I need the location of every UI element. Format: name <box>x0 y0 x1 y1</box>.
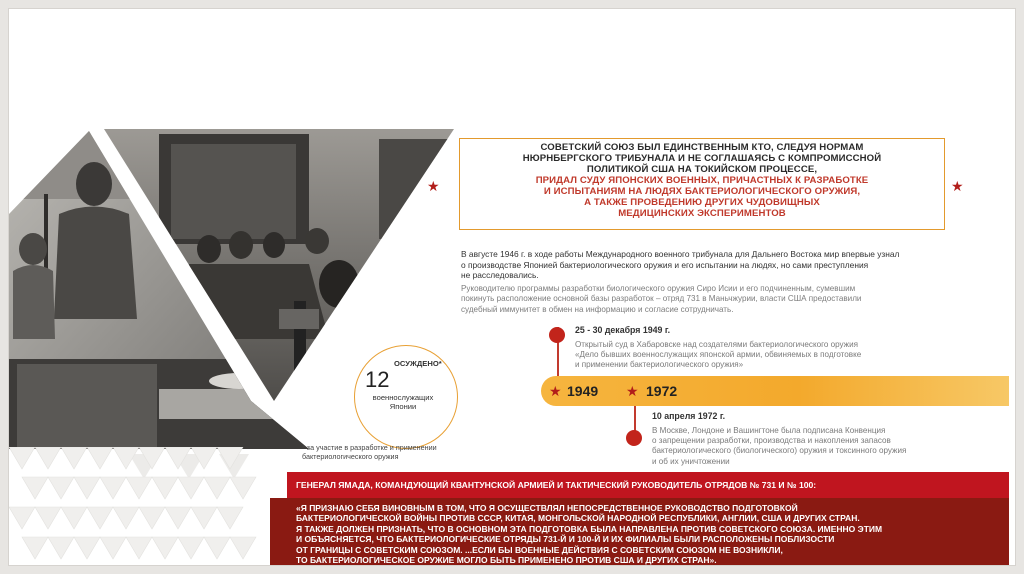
convicted-subtitle-line: военнослужащих <box>372 393 434 402</box>
convicted-label: ОСУЖДЕНО* <box>394 359 442 368</box>
paragraph-line: В августе 1946 г. в ходе работы Международного военного трибунала для Дальнего Востока мир впервые узнал <box>461 249 900 259</box>
paragraph-line: покинуть расположение основной базы разработок – отряд 731 в Маньчжурии, власти США предоставили <box>461 294 862 304</box>
event-line: В Москве, Лондоне и Вашингтоне была подписана Конвенция <box>652 426 886 435</box>
event-line: и об их уничтожении <box>652 456 730 466</box>
timeline-dot-icon <box>549 327 565 343</box>
quote-line: Я ТАКЖЕ ДОЛЖЕН ПРИЗНАТЬ, ЧТО В ОСНОВНОМ ЭТА ПОДГОТОВКА БЫЛА НАПРАВЛЕНА ПРОТИВ СОВЕТСКОГО СОЮЗА. ИМЕННО ЭТИМ <box>296 523 883 534</box>
statement-line-highlight: И ИСПЫТАНИЯМ НА ЛЮДЯХ БАКТЕРИОЛОГИЧЕСКОГО ОРУЖИЯ, <box>543 186 861 198</box>
statement-box <box>459 138 945 230</box>
year-label: 1949 <box>567 383 599 399</box>
slide <box>9 9 1015 565</box>
quote-line: «Я ПРИЗНАЮ СЕБЯ ВИНОВНЫМ В ТОМ, ЧТО Я ОСУЩЕСТВЛЯЛ НЕПОСРЕДСТВЕННОЕ РУКОВОДСТВО ПОДГОТОВКОЙ <box>296 503 798 513</box>
year-band <box>541 376 1009 406</box>
statement-line-highlight: А ТАКЖЕ ПРОВЕДЕНИЮ ДРУГИХ ЧУДОВИЩНЫХ <box>584 196 820 208</box>
event-description <box>652 426 1007 467</box>
convicted-number: 12 <box>365 367 390 392</box>
timeline-dot-icon <box>626 430 642 446</box>
quote-box <box>270 498 1009 565</box>
statement-line: ПОЛИТИКОЙ США НА ТОКИЙСКОМ ПРОЦЕССЕ, <box>586 163 818 175</box>
event-line: «Дело бывших военнослужащих японской армии, обвиняемых в подготовке <box>575 350 862 360</box>
quote-line: ОТ ГРАНИЦЫ С СОВЕТСКИМ СОЮЗОМ. ...ЕСЛИ БЫ ВОЕННЫЕ ДЕЙСТВИЯ С СОВЕТСКИМ СОЮЗОМ НЕ ВОЗНИКЛИ, <box>296 544 783 555</box>
event-line: бактериологического (биологического) оружия и токсинного оружия <box>652 446 907 456</box>
intro-paragraph <box>461 249 1009 281</box>
year-label: 1972 <box>646 383 678 399</box>
quote-header: ГЕНЕРАЛ ЯМАДА, КОМАНДУЮЩИЙ КВАНТУНСКОЙ АРМИЕЙ И ТАКТИЧЕСКИЙ РУКОВОДИТЕЛЬ ОТРЯДОВ № 731 И № 100: <box>287 472 1009 498</box>
convicted-subtitle <box>367 393 439 411</box>
statement-line-highlight: ПРИДАЛ СУДУ ЯПОНСКИХ ВОЕННЫХ, ПРИЧАСТНЫХ К РАЗРАБОТКЕ <box>535 175 869 187</box>
event-line: о запрещении разработки, производства и накопления запасов <box>652 436 891 446</box>
footnote <box>302 443 492 461</box>
event-date: 25 - 30 декабря 1949 г. <box>575 325 671 335</box>
quote-line: БАКТЕРИОЛОГИЧЕСКОЙ ВОЙНЫ ПРОТИВ СССР, КИТАЯ, МОНГОЛЬСКОЙ НАРОДНОЙ РЕСПУБЛИКИ, АНГЛИИ, США И ДРУГИХ СТРАН. <box>296 513 860 524</box>
triangle-pattern <box>9 447 271 565</box>
paragraph-line: о производстве Японией бактериологического оружия и его испытании на людях, но сами преступления <box>461 259 869 270</box>
star-icon: ★ <box>951 178 964 194</box>
quote-line: ТО БАКТЕРИОЛОГИЧЕСКОЕ ОРУЖИЕ МОГЛО БЫТЬ ПРИМЕНЕНО ПРОТИВ США И ДРУГИХ СТРАН». <box>296 555 717 565</box>
event-date: 10 апреля 1972 г. <box>652 411 726 421</box>
statement-line: НЮРНБЕРГСКОГО ТРИБУНАЛА И НЕ СОГЛАШАЯСЬ С КОМПРОМИССНОЙ <box>522 152 882 164</box>
event-line: и применении бактериологического оружия» <box>575 360 744 370</box>
event-description <box>575 340 1005 371</box>
statement-line: СОВЕТСКИЙ СОЮЗ БЫЛ ЕДИНСТВЕННЫМ КТО, СЛЕДУЯ НОРМАМ <box>540 142 864 153</box>
star-icon: ★ <box>626 383 639 399</box>
immunity-paragraph <box>461 284 1009 315</box>
paragraph-line: не расследовались. <box>461 270 539 281</box>
quote-line: И ОБЪЯСНЯЕТСЯ, ЧТО БАКТЕРИОЛОГИЧЕСКИЕ ОТРЯДЫ 731-Й И 100-Й И ИХ ФИЛИАЛЫ БЫЛИ РАСПОЛОЖЕНЫ ПОБЛИЗОСТИ <box>296 534 835 545</box>
event-line: Открытый суд в Хабаровске над создателями бактериологического оружия <box>575 340 858 349</box>
footnote-line: бактериологического оружия <box>302 452 399 461</box>
paragraph-line: Руководителю программы разработки биологического оружия Сиро Исии и его подчиненным, сумевшим <box>461 284 856 293</box>
star-icon: ★ <box>549 383 562 399</box>
footnote-line: * за участие в разработке и применении <box>302 443 437 452</box>
paragraph-line: судебный иммунитет в обмен на информацию и согласие сотрудничать. <box>461 304 734 314</box>
statement-line-highlight: МЕДИЦИНСКИХ ЭКСПЕРИМЕНТОВ <box>618 207 786 219</box>
convicted-subtitle-line: Японии <box>389 402 417 411</box>
star-icon: ★ <box>427 178 440 194</box>
